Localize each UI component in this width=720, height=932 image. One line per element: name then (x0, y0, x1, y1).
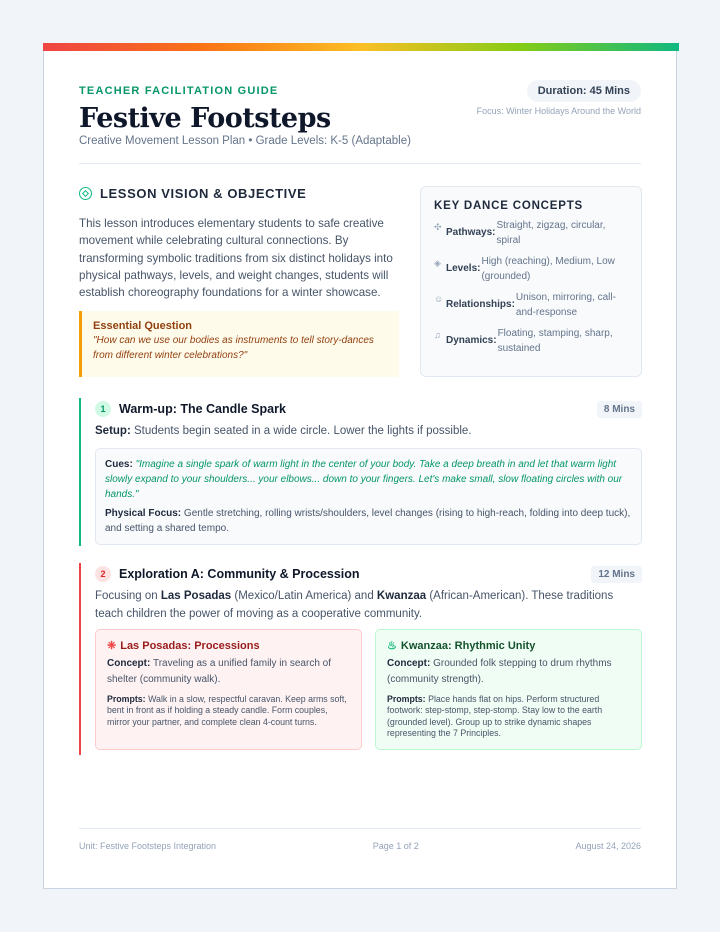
essential-question-title: Essential Question (93, 320, 193, 332)
layers-icon: ◈ (434, 258, 441, 268)
intro-text: Focusing on (95, 590, 161, 602)
page-footer (79, 841, 641, 851)
concept-row-relationships (434, 291, 628, 320)
time-badge: 8 Mins (597, 401, 642, 418)
vision-heading-label: LESSON VISION & OBJECTIVE (100, 186, 307, 201)
concept-value: Floating, stamping, sharp, sustained (497, 328, 613, 354)
footer-date: August 24, 2026 (575, 841, 641, 851)
step-number-badge: 2 (95, 566, 111, 582)
prompts-text: Place hands flat on hips. Perform structured footwork: step-stomp, step-stomp. Stay low to the earth (grounded level). Group up to strike dynamic shapes representing the 7 Principles. (387, 694, 603, 739)
flame-icon: ♨ (387, 640, 397, 652)
concept-row-pathways (434, 219, 628, 248)
cues-line (105, 457, 632, 502)
card-title (387, 639, 630, 652)
page-subtitle: Creative Movement Lesson Plan • Grade Levels: K-5 (Adaptable) (79, 135, 411, 147)
duration-badge: Duration: 45 Mins (527, 80, 641, 102)
physical-focus-line (105, 506, 632, 536)
concept-label: Concept: (387, 658, 431, 669)
essential-question-text: "How can we use our bodies as instruments to tell story-dances from different winter celebrations?" (93, 335, 374, 361)
card-concept (387, 656, 630, 688)
physical-focus-label: Physical Focus: (105, 507, 182, 519)
concept-row-dynamics (434, 327, 628, 356)
step-number-badge: 1 (95, 401, 111, 417)
footer-page-number: Page 1 of 2 (372, 841, 419, 851)
concept-text: Grounded folk stepping to drum rhythms (community strength). (387, 658, 612, 685)
card-title (107, 639, 350, 652)
card-title-text: Kwanzaa: Rhythmic Unity (400, 639, 536, 652)
concept-value: High (reaching), Medium, Low (grounded) (481, 256, 615, 282)
exploration-title: Exploration A: Community & Procession (119, 567, 360, 581)
music-note-icon: ♫ (434, 330, 441, 340)
users-icon: ☺ (434, 294, 444, 304)
time-badge: 12 Mins (591, 566, 642, 583)
cues-text: "Imagine a single spark of warm light in the center of your body. Take a deep breath in and let that warm light slowly expand to your shoulders... your elbows... down to your fingers. Let's make small, slow floating circles with our hands." (105, 458, 623, 500)
concept-label: Relationships: (446, 299, 515, 310)
physical-focus-text: Gentle stretching, rolling wrists/shoulders, level changes (rising to high-reach, folding into deep tuck), and setting a shared tempo. (105, 507, 631, 534)
footer-unit: Unit: Festive Footsteps Integration (79, 841, 217, 851)
prompts-label: Prompts: (387, 694, 426, 704)
warmup-title: Warm-up: The Candle Spark (119, 402, 286, 416)
intro-bold-kwanzaa: Kwanzaa (376, 590, 427, 602)
intro-text: (Mexico/Latin America) and (231, 590, 377, 602)
lesson-plan-page (43, 43, 677, 889)
essential-question-box (79, 311, 399, 377)
concept-label: Concept: (107, 658, 151, 669)
sparkles-icon: ❈ (107, 640, 117, 652)
vision-text: This lesson introduces elementary students to safe creative movement while celebrating cultural connections. By transforming symbolic traditions from six distinct holidays into physical pathways, levels, and weight changes, students will establish choreography foundations for a winter showcase. (79, 217, 393, 300)
prompts-text: Walk in a slow, respectful caravan. Keep arms soft, bent in front as if holding a steady candle. Form couples, mirror your partner, and complete clean 4-count turns. (107, 694, 347, 727)
concept-text: Traveling as a unified family in search of shelter (community walk). (107, 658, 331, 685)
header-divider (79, 163, 641, 164)
concept-label: Levels: (446, 263, 481, 274)
card-prompts (387, 694, 630, 740)
concepts-title: KEY DANCE CONCEPTS (434, 200, 584, 212)
rainbow-top-bar (43, 43, 679, 51)
footer-divider (79, 828, 641, 829)
cues-box (95, 448, 642, 545)
exploration-header (95, 563, 642, 585)
intro-bold-las-posadas: Las Posadas (160, 590, 232, 602)
card-prompts (107, 694, 350, 728)
intro-text: (African-American). These traditions teach children the power of moving as a cooperative community. (95, 590, 614, 620)
concept-row-levels (434, 255, 628, 284)
warmup-section (79, 398, 642, 546)
concept-value: Unison, mirroring, call-and-response (515, 292, 616, 318)
warmup-header (95, 398, 642, 420)
concept-label: Pathways: (446, 227, 496, 238)
focus-text: Focus: Winter Holidays Around the World (476, 106, 641, 116)
page-title: Festive Footsteps (79, 103, 331, 134)
concept-value: Straight, zigzag, circular, spiral (496, 220, 606, 246)
compass-icon (79, 187, 92, 200)
kwanzaa-card (375, 629, 642, 750)
cues-label: Cues: (105, 458, 133, 470)
concept-label: Dynamics: (446, 335, 497, 346)
tradition-cards (95, 629, 642, 750)
las-posadas-card (95, 629, 362, 750)
prompts-label: Prompts: (107, 694, 146, 704)
warmup-setup (95, 423, 642, 441)
exploration-intro (95, 588, 642, 623)
move-arrows-icon: ✣ (434, 222, 442, 232)
card-concept (107, 656, 350, 688)
setup-text: Students begin seated in a wide circle. Lower the lights if possible. (133, 425, 472, 437)
card-title-text: Las Posadas: Processions (120, 639, 260, 652)
vision-heading (79, 186, 306, 201)
exploration-section (79, 563, 642, 755)
setup-label: Setup: (95, 425, 131, 437)
guide-eyebrow: TEACHER FACILITATION GUIDE (79, 85, 279, 97)
key-dance-concepts-panel (420, 186, 642, 377)
